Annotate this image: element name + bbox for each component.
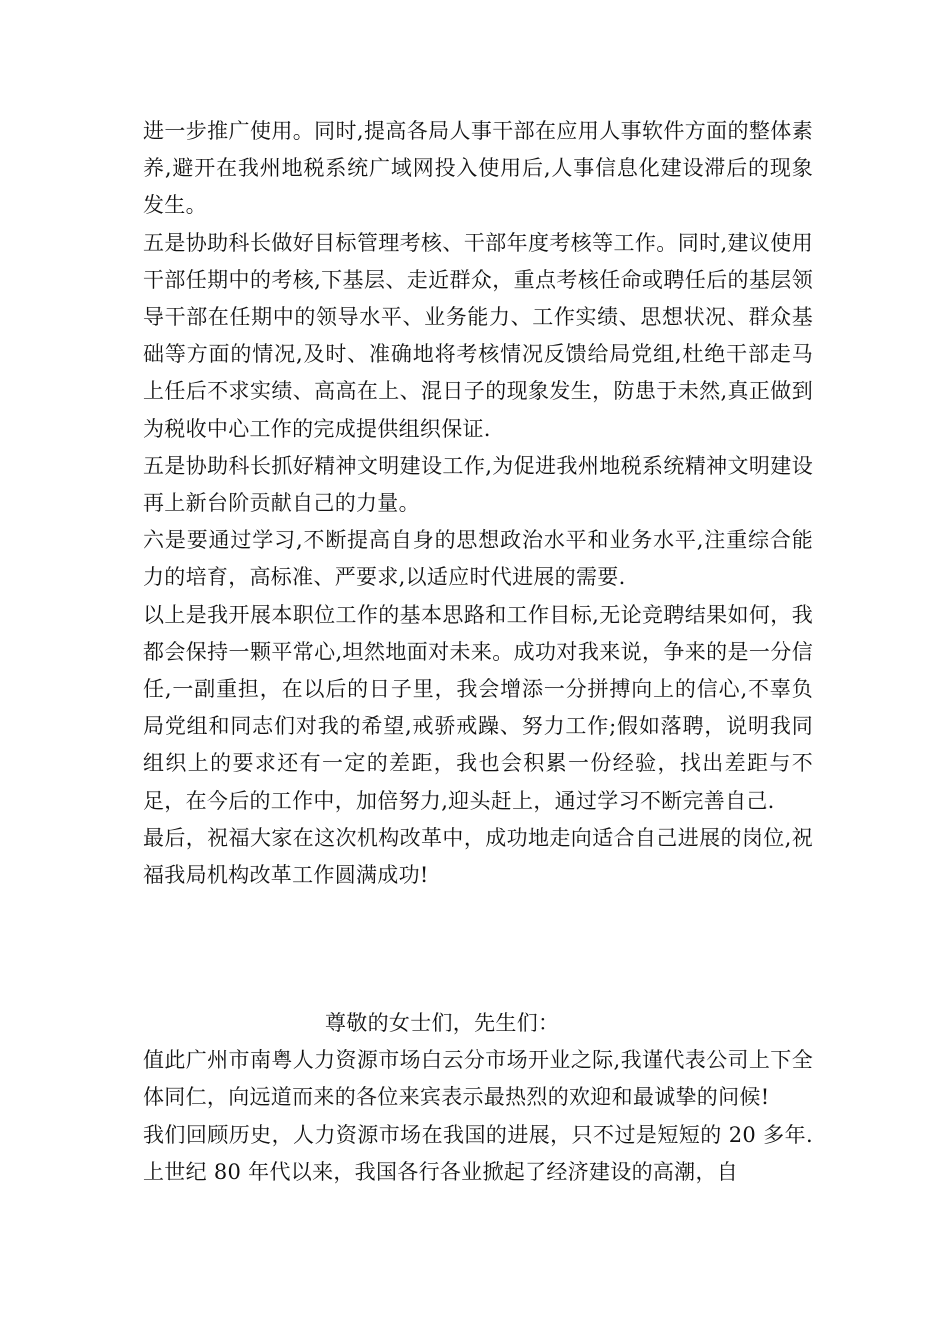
paragraph-closing-wishes: 最后，祝福大家在这次机构改革中，成功地走向适合自己进展的岗位,祝福我局机构改革工作圆满成功!: [143, 825, 813, 888]
paragraph-personnel-software: 进一步推广使用。同时,提高各局人事干部在应用人事软件方面的整体素养,避开在我州地税系统广域网投入使用后,人事信息化建设滞后的现象发生。: [143, 119, 813, 218]
paragraph-history-review: 我们回顾历史，人力资源市场在我国的进展，只不过是短短的 20 多年. 上世纪 80 年代以来，我国各行各业掀起了经济建设的高潮，自: [143, 1122, 813, 1184]
paragraph-opening-welcome: 值此广州市南粤人力资源市场白云分市场开业之际,我谨代表公司上下全体同仁，向远道而来的各位来宾表示最热烈的欢迎和最诚挚的问候!: [143, 1048, 813, 1110]
document-body-section-1: [143, 113, 813, 894]
paragraph-study-improvement: 六是要通过学习,不断提高自身的思想政治水平和业务水平,注重综合能力的培育，高标准、严要求,以适应时代进展的需要.: [143, 528, 813, 590]
speech-salutation: 尊敬的女士们，先生们：: [325, 1011, 560, 1035]
paragraph-assessment-work: 五是协助科长做好目标管理考核、干部年度考核等工作。同时,建议使用干部任期中的考核,下基层、走近群众，重点考核任命或聘任后的基层领导干部在任期中的领导水平、业务能力、工作实绩、思想状况、群众基础等方面的情况,及时、准确地将考核情况反馈给局党组,杜绝干部走马上任后不求实绩、高高在上、混日子的现象发生，防患于未然,真正做到为税收中心工作的完成提供组织保证.: [143, 230, 813, 441]
paragraph-competition-attitude: 以上是我开展本职位工作的基本思路和工作目标,无论竞聘结果如何，我都会保持一颗平常心,坦然地面对未来。成功对我来说，争来的是一分信任,一副重担，在以后的日子里，我会增添一分拼搏向上的信心,不辜负局党组和同志们对我的希望,戒骄戒躁、努力工作;假如落聘，说明我同组织上的要求还有一定的差距，我也会积累一份经验，找出差距与不足，在今后的工作中，加倍努力,迎头赶上，通过学习不断完善自己.: [143, 602, 813, 813]
paragraph-spiritual-civilization: 五是协助科长抓好精神文明建设工作,为促进我州地税系统精神文明建设再上新台阶贡献自己的力量。: [143, 453, 813, 516]
document-body-section-2: [143, 1005, 813, 1191]
